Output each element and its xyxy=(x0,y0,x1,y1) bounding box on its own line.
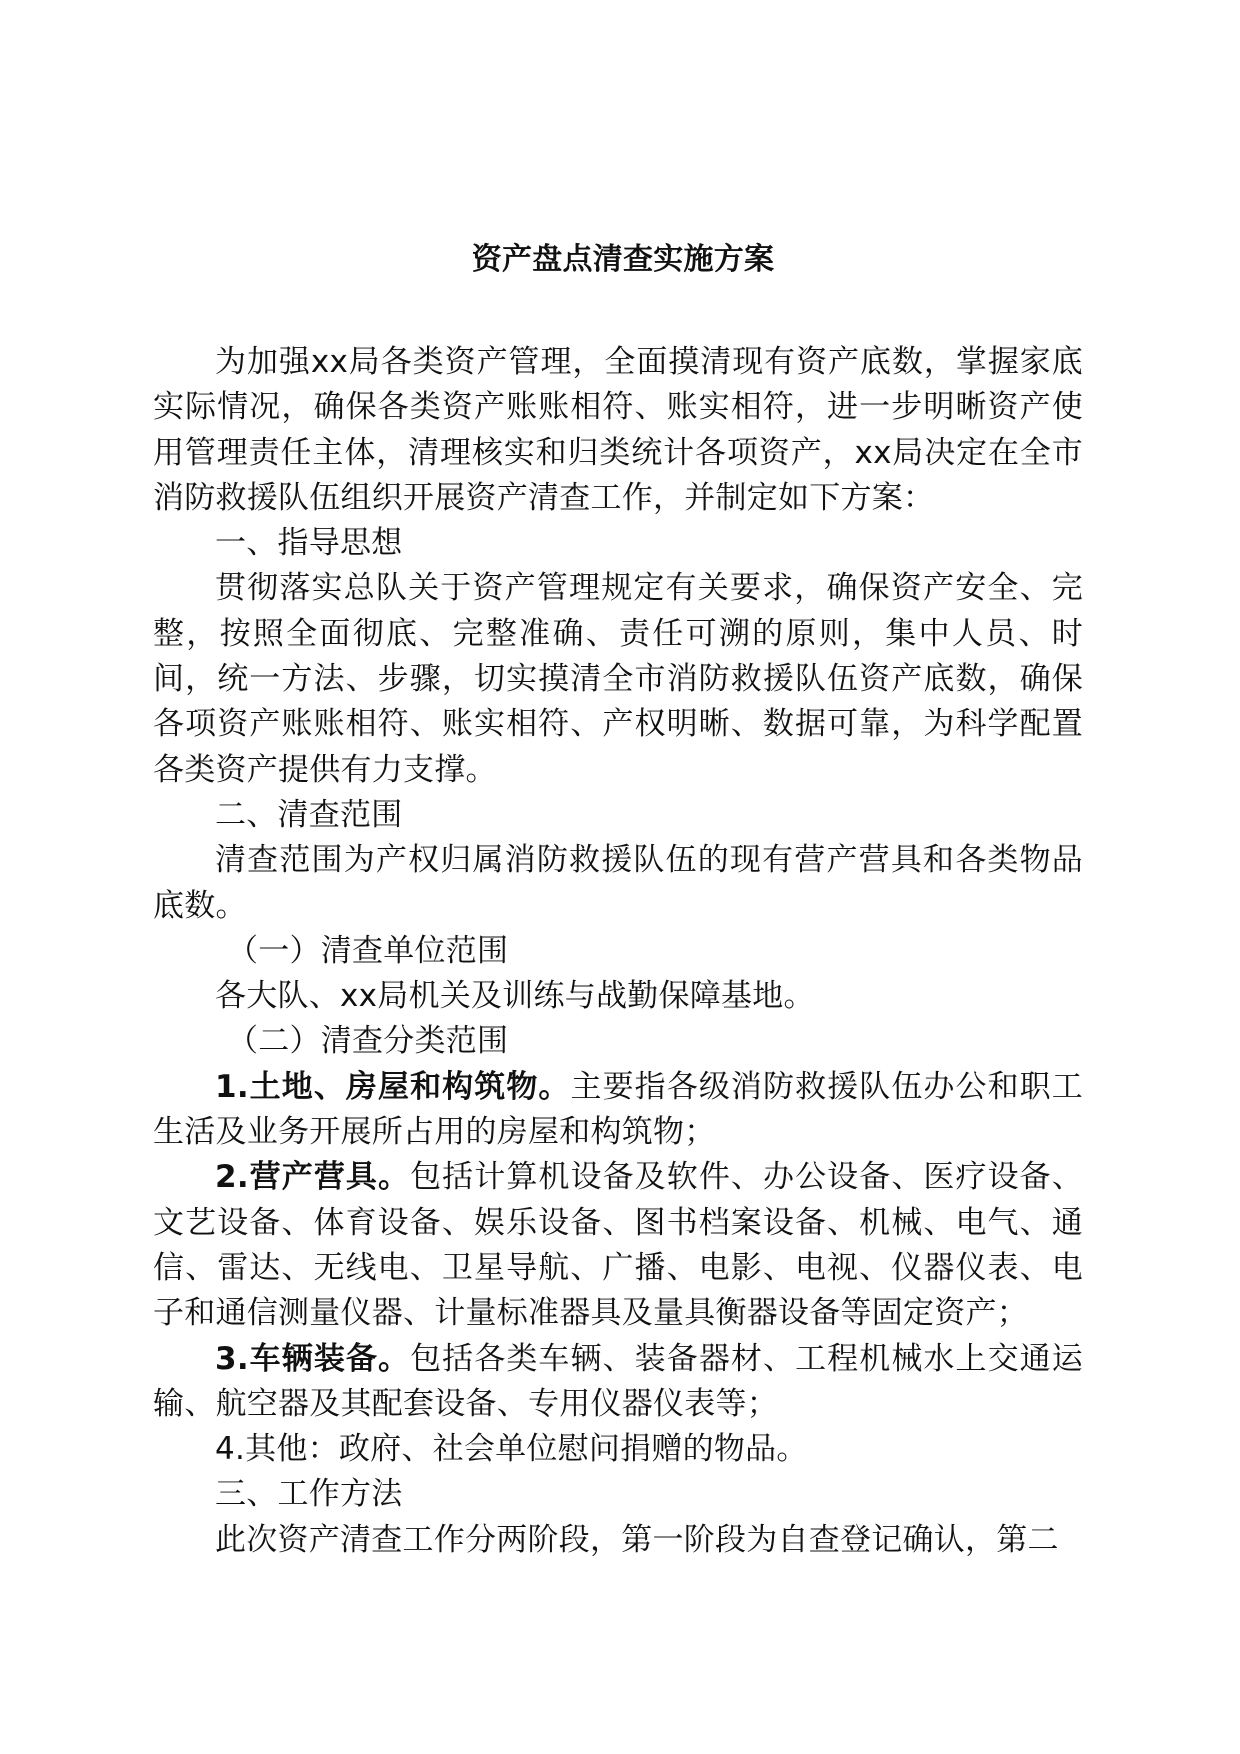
category-item-2-label: 2.营产营具。 xyxy=(215,1159,411,1196)
category-item-3 xyxy=(153,1337,1083,1428)
section-3-heading: 三、工作方法 xyxy=(215,1476,403,1513)
subsection-2-heading: （二）清查分类范围 xyxy=(227,1023,509,1060)
section-2-heading: 二、清查范围 xyxy=(215,796,403,833)
subsection-1-heading: （一）清查单位范围 xyxy=(227,932,509,969)
category-item-4: 4.其他：政府、社会单位慰问捐赠的物品。 xyxy=(215,1431,808,1468)
category-item-3-text: 包括各类车辆、装备器材、工程机械水上交通运输、航空器及其配套设备、专用仪器仪表等； xyxy=(153,1340,1083,1422)
category-item-2 xyxy=(153,1155,1083,1336)
category-item-1-text: 主要指各级消防救援队伍办公和职工生活及业务开展所占用的房屋和构筑物； xyxy=(153,1068,1083,1151)
document-body xyxy=(153,238,1083,1563)
category-item-3-label: 3.车辆装备。 xyxy=(215,1340,411,1377)
category-item-1 xyxy=(153,1065,1083,1156)
subsection-1-body: 各大队、xx局机关及训练与战勤保障基地。 xyxy=(215,978,815,1015)
category-item-2-text: 包括计算机设备及软件、办公设备、医疗设备、文艺设备、体育设备、娱乐设备、图书档案设备、机械、电气、通信、雷达、无线电、卫星导航、广播、电影、电视、仪器仪表、电子和通信测量仪器、计量标准器具及量具衡器设备等固定资产； xyxy=(153,1159,1083,1332)
intro-paragraph: 为加强xx局各类资产管理，全面摸清现有资产底数，掌握家底实际情况，确保各类资产账账相符、账实相符，进一步明晰资产使用管理责任主体，清理核实和归类统计各项资产，xx局决定在全市消防救援队伍组织开展资产清查工作，并制定如下方案： xyxy=(153,344,1083,516)
section-1-heading: 一、指导思想 xyxy=(215,525,403,562)
section-3-body: 此次资产清查工作分两阶段，第一阶段为自查登记确认，第二 xyxy=(215,1521,1059,1558)
category-item-1-label: 1.土地、房屋和构筑物。 xyxy=(215,1068,571,1105)
section-2-body: 清查范围为产权归属消防救援队伍的现有营产营具和各类物品底数。 xyxy=(153,842,1083,924)
section-1-body: 贯彻落实总队关于资产管理规定有关要求，确保资产安全、完整，按照全面彻底、完整准确、责任可溯的原则，集中人员、时间，统一方法、步骤，切实摸清全市消防救援队伍资产底数，确保各项资产账账相符、账实相符、产权明晰、数据可靠，为科学配置各类资产提供有力支撑。 xyxy=(153,570,1083,788)
document-title: 资产盘点清查实施方案 xyxy=(471,242,775,277)
